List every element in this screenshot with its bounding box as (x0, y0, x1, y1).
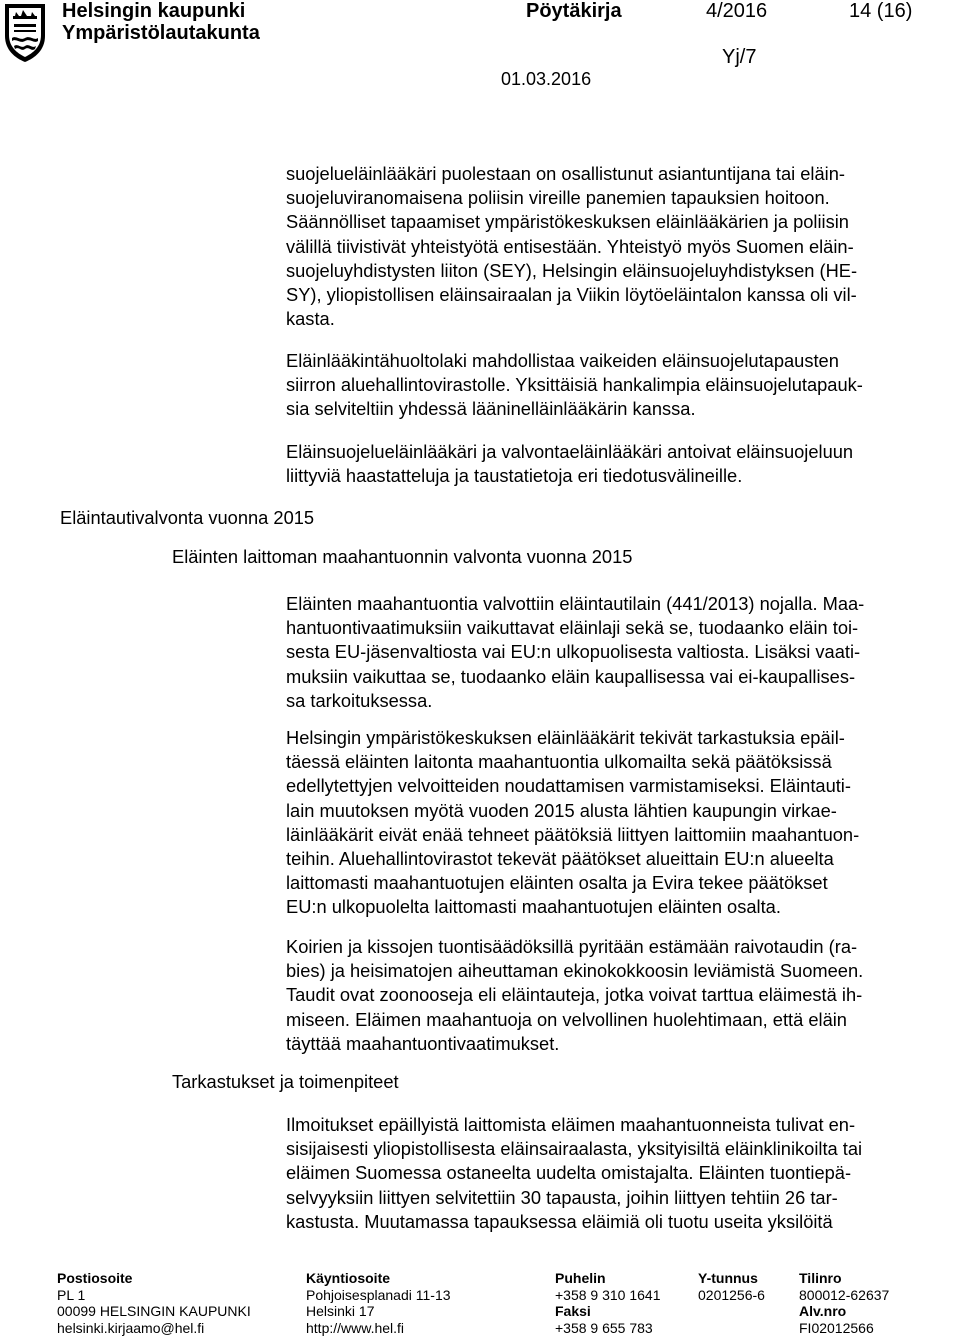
footer-postal-address (57, 1270, 251, 1336)
board-name: Ympäristölautakunta (62, 22, 260, 44)
footer-label: Puhelin (555, 1270, 606, 1286)
side-heading-animal-disease-control: Eläintautivalvonta vuonna 2015 (60, 507, 315, 528)
paragraph-inspections-illegal-import: Helsingin ympäristökeskuksen eläinlääkärit tekivät tarkastuksia epäil- täessä eläinten laitonta maahantuontia ulkomailta sekä päätöksissä edellytettyjen velvoitteiden noudattamisen varmistamiseksi. Eläintauti- lain muutoksen myötä vuoden 2015 alusta lähtien kaupungin virkae- läinlääkärit eivät enää tehneet päätöksiä liittyen laittomiin maahantuon- teihin. Aluehallintovirastot tekevät päätökset alueittain EU:n alueelta laittomasti maahantuotujen eläinten osalta ja Evira tekee päätökset EU:n ulkopuolelta laittomasti maahantuotujen eläinten osalta. (286, 727, 860, 918)
footer-email-link[interactable]: helsinki.kirjaamo@hel.fi (57, 1319, 205, 1336)
document-number: 4/2016 (706, 0, 768, 22)
footer-value: 00099 HELSINGIN KAUPUNKI (57, 1303, 251, 1319)
org-name: Helsingin kaupunki (62, 0, 246, 22)
footer-value: +358 9 310 1641 (555, 1286, 661, 1303)
footer-account (799, 1270, 889, 1336)
paragraph-rabies-prevention: Koirien ja kissojen tuontisäädöksillä pyritään estämään raivotaudin (ra- bies) ja heisimatojen aiheuttaman ekinokokkoosin leviämistä Suomeen. Taudit ovat zoonooseja eli eläintauteja, jotka voivat tarttua eläimestä ih- miseen. Eläimen maahantuoja on velvollinen huolehtimaan, että eläin täyttää maahantuontivaatimukset. (286, 936, 864, 1054)
footer-business-id (698, 1270, 765, 1303)
footer-value: 800012-62637 (799, 1286, 890, 1303)
paragraph-veterinary-care-act: Eläinlääkintähuoltolaki mahdollistaa vaikeiden eläinsuojelutapausten siirron aluehallintovirastolle. Yksittäisiä hankalimpia eläinsuojelutapauk- sia selviteltiin yhdessä lääninelläinlääkärin kanssa. (286, 350, 863, 420)
paragraph-animal-welfare-cooperation: suojelueläinlääkäri puolestaan on osallistunut asiantuntijana tai eläin- suojeluviranomaisena poliisin vireille panemien tapauksien hoitoon. Säännölliset tapaamiset ympäristökeskuksen eläinlääkärien ja poliisin välillä tiivistivät yhteistyötä entisestään. Yhteistyö myös Suomen eläin- suojeluyhdistysten liiton (SEY), Helsingin eläinsuojeluyhdistyksen (HE- SY), yliopistollisen eläinsairaalan ja Viikin löytöeläintalon kanssa oli vil- kasta. (286, 163, 858, 330)
footer-label: Alv.nro (799, 1303, 847, 1319)
side-heading-inspections-measures: Tarkastukset ja toimenpiteet (172, 1071, 399, 1092)
side-heading-illegal-import-control: Eläinten laittoman maahantuonnin valvonta vuonna 2015 (172, 546, 633, 567)
helsinki-crest-logo (2, 2, 48, 64)
paragraph-reports-illegal-imports: Ilmoitukset epäillyistä laittomista eläimen maahantuonneista tulivat en- sisijaisesti yliopistollisesta eläinsairaalasta, yksityisiltä eläinklinikoilta tai eläimen Suomessa ostaneelta uudelta omistajalta. Eläinten tuontiepä- selvyyksiin liittyen selvitettiin 30 tapausta, joihin liittyen tehtiin 26 tar- kastusta. Muutamassa tapauksessa eläimiä oli tuotu useita yksilöitä (286, 1114, 863, 1232)
footer-visiting-address (306, 1270, 451, 1336)
page-footer (0, 1270, 960, 1337)
document-type: Pöytäkirja (526, 0, 622, 22)
footer-label: Postiosoite (57, 1270, 133, 1286)
footer-value: Helsinki 17 (306, 1303, 375, 1319)
footer-value: Pohjoisesplanadi 11-13 (306, 1286, 451, 1303)
footer-value: PL 1 (57, 1286, 86, 1303)
section-code: Yj/7 (722, 46, 757, 68)
footer-phone (555, 1270, 661, 1336)
page-number: 14 (16) (849, 0, 913, 22)
paragraph-media-interviews: Eläinsuojelueläinlääkäri ja valvontaeläinlääkäri antoivat eläinsuojeluun liittyviä haastatteluja ja taustatietoja eri tiedotusvälineille. (286, 441, 854, 487)
meeting-date: 01.03.2016 (501, 69, 592, 89)
footer-value: FI02012566 (799, 1319, 874, 1336)
footer-label: Y-tunnus (698, 1270, 758, 1286)
footer-label: Tilinro (799, 1270, 842, 1286)
footer-label: Käyntiosoite (306, 1270, 391, 1286)
footer-website-link[interactable]: http://www.hel.fi (306, 1319, 405, 1336)
footer-value: +358 9 655 783 (555, 1319, 653, 1336)
paragraph-import-control: Eläinten maahantuontia valvottiin eläintautilain (441/2013) nojalla. Maa- hantuontivaatimuksiin vaikuttavat eläinlaji sekä se, tuodaanko eläin toi- sesta EU-jäsenvaltiosta vai EU:n ulkopuolisesta valtiosta. Lisäksi vaati- muksiin vaikuttaa se, tuodaanko eläin kaupallisessa vai ei-kaupallises- sa tarkoituksessa. (286, 593, 865, 711)
footer-label: Faksi (555, 1303, 591, 1319)
footer-value: 0201256-6 (698, 1286, 765, 1303)
